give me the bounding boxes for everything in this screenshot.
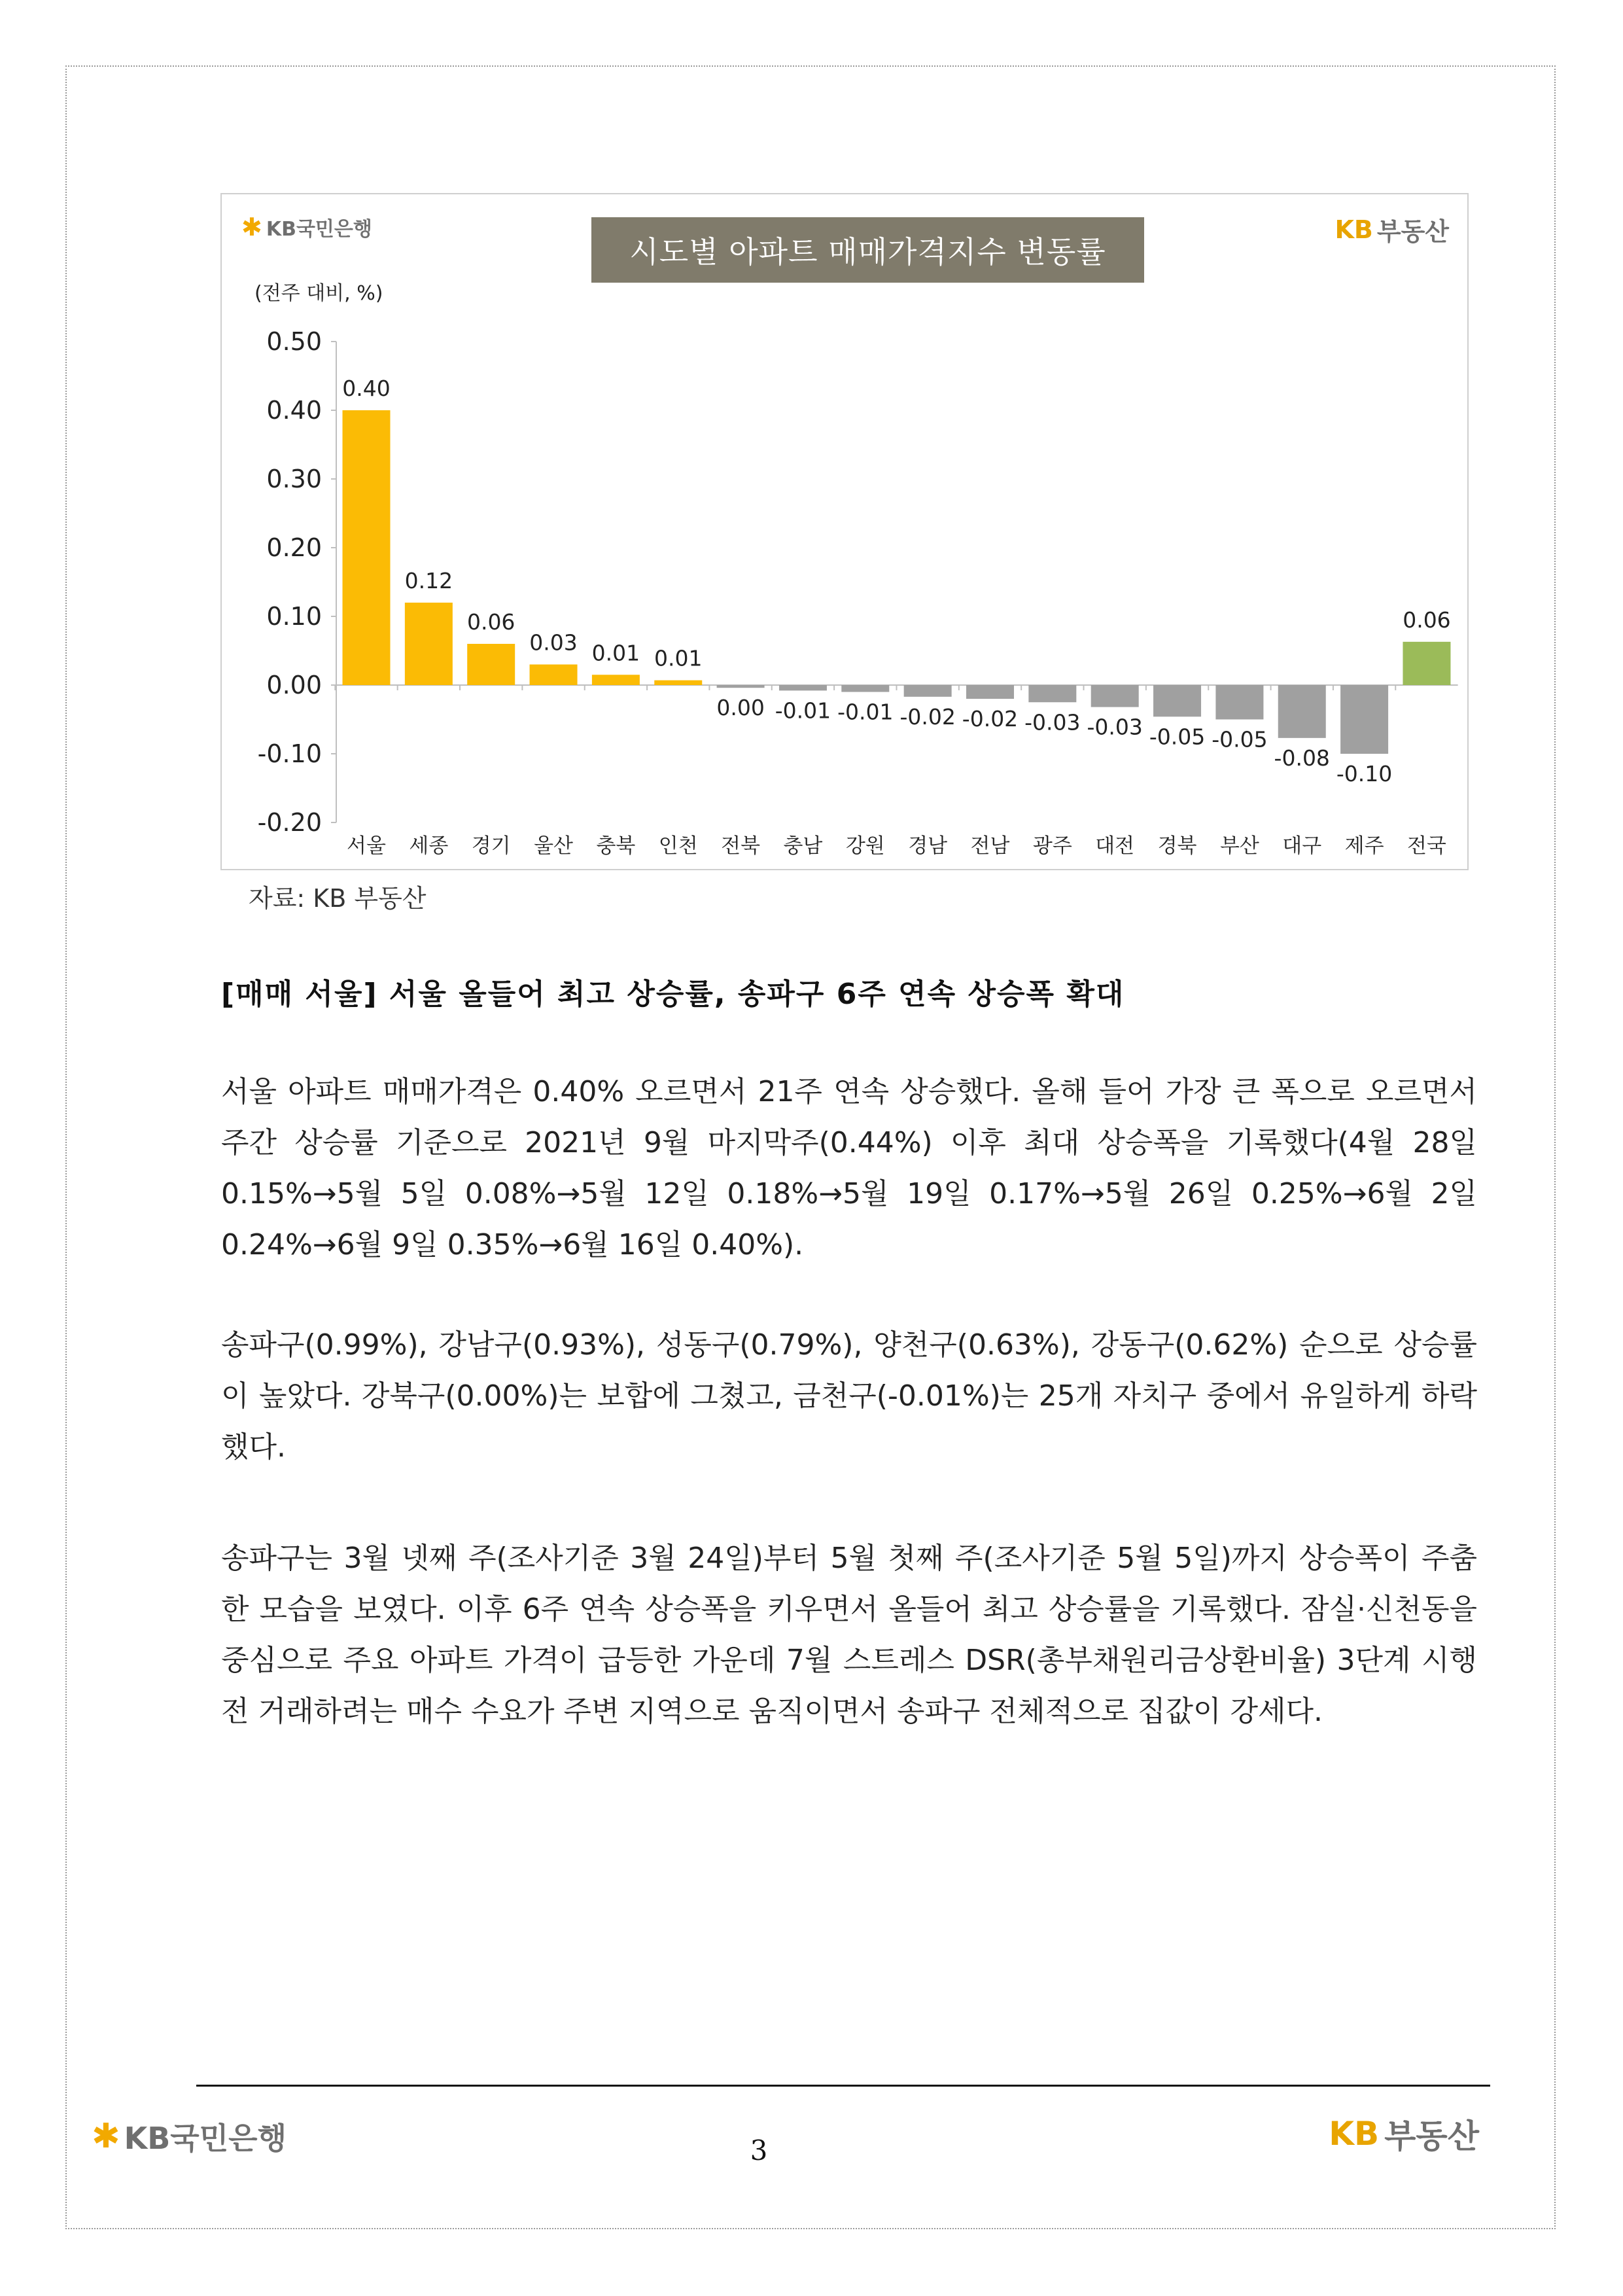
bar-대전 [1091,685,1139,707]
x-tick-label: 울산 [534,834,574,858]
bar-울산 [530,665,578,686]
footer-kb-realestate-logo-name: 부동산 [1384,2117,1479,2155]
data-label: -0.01 [775,698,831,724]
data-label: -0.02 [962,706,1019,732]
footer-kb-realestate-logo-kb: KB [1329,2115,1380,2153]
bar-경기 [467,644,515,685]
chart-source-note: 자료: KB 부동산 [249,884,427,913]
page-number: 3 [750,2134,768,2166]
data-label: 0.00 [716,695,765,721]
data-label: -0.10 [1336,761,1393,786]
x-tick-label: 전북 [721,834,761,858]
y-tick-label: 0.10 [266,602,322,631]
kb-star-icon: ✱ [241,213,262,241]
chart-title: 시도별 아파트 매매가격지수 변동률 [591,217,1144,283]
data-label: -0.03 [1087,714,1143,740]
x-tick-label: 서울 [347,834,386,858]
y-tick-label: 0.50 [266,327,322,356]
x-tick-label: 광주 [1032,834,1072,858]
bar-전국 [1403,642,1450,685]
x-tick-label: 대전 [1095,834,1135,858]
bar-대구 [1278,685,1326,738]
bar-충남 [779,685,827,690]
data-label: -0.02 [899,703,956,730]
kb-realestate-logo-name: 부동산 [1376,217,1449,246]
footer-kb-realestate-logo [1329,2110,1479,2157]
data-label: -0.01 [837,699,894,725]
paragraph-songpa-detail: 송파구는 3월 넷째 주(조사기준 3월 24일)부터 5월 첫째 주(조사기준 5월 5일)까지 상승폭이 주춤한 모습을 보였다. 이후 6주 연속 상승폭을 키우면서 올들어 최고 상승률을 기록했다. 잠실·신천동을 중심으로 주요 아파트 가격이 급등한 가운데 7월 스트레스 DSR(총부채원리금상환비율) 3단계 시행 전 거래하려는 매수 수요가 주변 지역으로 움직이면서 송파구 전체적으로 집값이 강세다. [221,1542,1477,1728]
bar-서울 [343,410,391,685]
y-tick-label: -0.10 [257,739,322,768]
chart-panel [220,193,1469,870]
bar-광주 [1028,685,1076,702]
bar-부산 [1215,685,1263,720]
y-tick-label: 0.20 [266,533,322,562]
y-tick-label: 0.30 [266,465,322,493]
x-tick-label: 충북 [596,834,636,858]
bar-chart [222,194,1467,869]
x-tick-label: 대구 [1282,834,1322,858]
data-label: 0.06 [1403,607,1451,633]
bar-충북 [592,675,640,685]
x-tick-label: 부산 [1219,834,1259,858]
bar-제주 [1340,685,1388,754]
footer-kb-bank-logo [92,2115,287,2158]
kb-bank-logo-text: KB국민은행 [266,218,372,241]
footer-kb-star-icon: ✱ [92,2117,120,2156]
x-tick-label: 경기 [471,834,511,858]
data-label: 0.12 [404,568,453,593]
bar-세종 [405,603,453,685]
footer-divider [196,2085,1490,2087]
kb-realestate-logo-kb: KB [1335,215,1373,244]
bar-전남 [966,685,1014,699]
footer-kb-bank-logo-text: KB국민은행 [124,2121,287,2156]
data-label: -0.03 [1024,709,1081,735]
data-label: 0.06 [466,609,515,635]
x-tick-label: 제주 [1344,834,1384,858]
x-tick-label: 전국 [1406,834,1446,858]
paragraph-district-ranking: 송파구(0.99%), 강남구(0.93%), 성동구(0.79%), 양천구(0.63%), 강동구(0.62%) 순으로 상승률이 높았다. 강북구(0.00%)는 보합에 그쳤고, 금천구(-0.01%)는 25개 자치구 중에서 유일하게 하락했다. [221,1328,1477,1464]
data-label: 0.01 [654,645,703,671]
paragraph-seoul-summary: 서울 아파트 매매가격은 0.40% 오르면서 21주 연속 상승했다. 올해 들어 가장 큰 폭으로 오르면서 주간 상승률 기준으로 2021년 9월 마지막주(0.44%) 이후 최대 상승폭을 기록했다(4월 28일 0.15%→5월 5일 0.08%→5월 12일 0.18%→5월 19일 0.17%→5월 26일 0.25%→6월 2일 0.24%→6월 9일 0.35%→6월 16일 0.40%). [221,1075,1477,1262]
x-tick-label: 경남 [908,834,948,858]
data-label: 0.03 [529,629,578,656]
data-label: -0.08 [1274,745,1330,771]
y-tick-label: -0.20 [257,808,322,837]
data-label: 0.01 [591,640,640,666]
x-tick-label: 경북 [1157,834,1197,858]
bar-경남 [904,685,952,697]
bar-인천 [654,680,702,685]
x-tick-label: 전남 [970,834,1010,858]
bar-경북 [1153,685,1201,716]
bar-전북 [717,685,765,688]
section-heading: [매매 서울] 서울 올들어 최고 상승률, 송파구 6주 연속 상승폭 확대 [221,978,1125,1011]
y-tick-label: 0.40 [266,396,322,425]
x-tick-label: 충남 [783,834,823,858]
data-label: -0.05 [1212,726,1268,752]
bar-강원 [841,685,889,692]
x-tick-label: 인천 [658,834,698,858]
chart-unit-label: (전주 대비, %) [254,282,383,305]
x-tick-label: 강원 [845,834,885,858]
y-tick-label: 0.00 [266,671,322,699]
data-label: 0.40 [342,376,391,401]
x-tick-label: 세종 [409,834,449,858]
data-label: -0.05 [1149,724,1206,750]
